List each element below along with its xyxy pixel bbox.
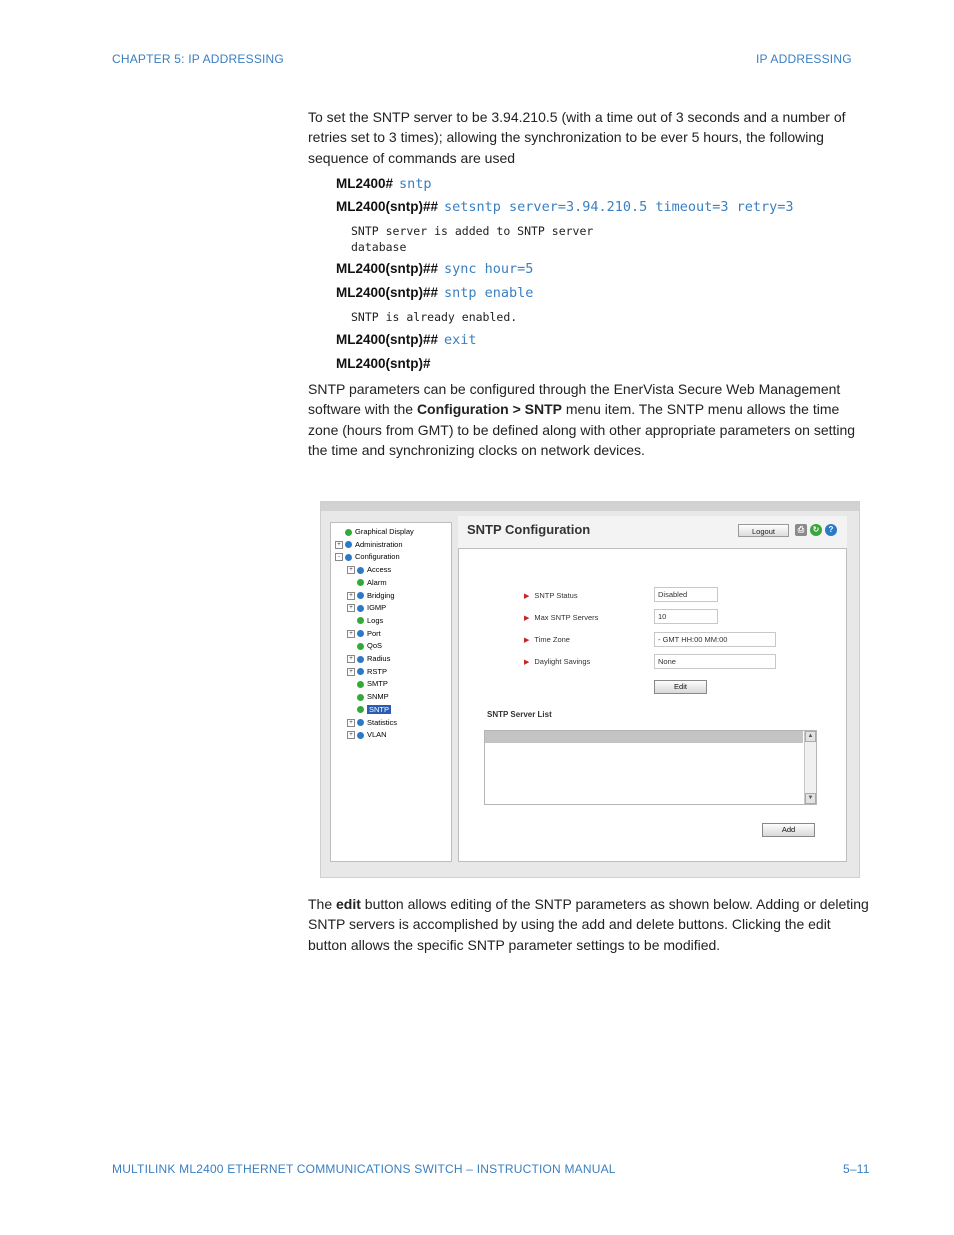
tree-item-label: Bridging — [367, 590, 395, 600]
screenshot-top-bar — [321, 502, 859, 511]
field-label-max-servers: ▶ Max SNTP Servers — [524, 613, 599, 622]
command-output: SNTP is already enabled. — [351, 310, 518, 324]
field-label-sntp-status: ▶ SNTP Status — [524, 591, 578, 600]
time-zone-value: - GMT HH:00 MM:00 — [654, 632, 776, 647]
help-icon[interactable]: ? — [825, 524, 837, 536]
node-icon — [357, 617, 364, 624]
tree-item-administration[interactable] — [335, 540, 403, 550]
logout-button[interactable]: Logout — [738, 524, 789, 537]
page-number: 5–11 — [843, 1162, 870, 1176]
tree-item-statistics[interactable] — [347, 718, 397, 728]
server-list-header — [485, 731, 803, 743]
node-icon — [357, 605, 364, 612]
node-icon — [357, 668, 364, 675]
tree-item-label: Logs — [367, 615, 384, 625]
tree-item-snmp[interactable] — [347, 692, 389, 702]
tree-item-label: QoS — [367, 641, 383, 651]
node-icon — [357, 567, 364, 574]
tree-item-label: VLAN — [367, 730, 387, 740]
command-output: SNTP server is added to SNTP server database — [351, 224, 594, 254]
expand-icon[interactable]: + — [347, 668, 355, 676]
tree-item-alarm[interactable] — [347, 578, 387, 588]
server-list[interactable] — [484, 730, 817, 805]
command-line: ML2400# sntp — [336, 176, 432, 192]
node-icon — [357, 656, 364, 663]
tree-item-label: SNTP — [369, 704, 390, 714]
tree-item-igmp[interactable] — [347, 603, 386, 613]
arrow-icon: ▶ — [524, 659, 530, 666]
node-icon — [357, 579, 364, 586]
expand-icon[interactable]: + — [347, 655, 355, 663]
tree-item-bridging[interactable] — [347, 591, 395, 601]
field-label-daylight-savings: ▶ Daylight Savings — [524, 657, 591, 666]
sntp-status-value: Disabled — [654, 587, 718, 602]
node-icon — [357, 732, 364, 739]
expand-icon[interactable]: + — [347, 604, 355, 612]
edit-paragraph: The edit button allows editing of the SNTP parameters as shown below. Adding or deleting SNTP servers is accomplished by using the add and delete buttons. Clicking the edit button allows the specific SNTP parameter settings to be modified. — [308, 896, 869, 953]
scroll-down-icon[interactable]: ▼ — [805, 793, 816, 804]
node-icon — [345, 541, 352, 548]
tree-item-label: Configuration — [355, 552, 400, 562]
tree-item-access[interactable] — [347, 565, 391, 575]
tree-item-sntp[interactable] — [347, 705, 391, 715]
server-list-title: SNTP Server List — [487, 710, 552, 719]
max-servers-value: 10 — [654, 609, 718, 624]
tree-item-label: SNMP — [367, 692, 389, 702]
collapse-icon[interactable]: - — [335, 553, 343, 561]
field-label-time-zone: ▶ Time Zone — [524, 635, 570, 644]
command-line: ML2400(sntp)# — [336, 356, 431, 371]
node-icon — [357, 630, 364, 637]
command-line: ML2400(sntp)## sntp enable — [336, 285, 534, 301]
tree-item-label: RSTP — [367, 666, 388, 676]
tree-item-label: Graphical Display — [355, 527, 414, 536]
tree-item-graphical-display[interactable] — [335, 527, 414, 537]
intro-paragraph: To set the SNTP server to be 3.94.210.5 (with a time out of 3 seconds and a number of retries set to 3 times); allowing the synchronization to be ever 5 hours, the following sequence of commands are used — [308, 109, 846, 166]
expand-icon[interactable]: + — [347, 630, 355, 638]
tree-item-label: Alarm — [367, 577, 387, 587]
tree-item-smtp[interactable] — [347, 679, 388, 689]
edit-button[interactable]: Edit — [654, 680, 707, 694]
node-icon — [357, 592, 364, 599]
refresh-icon[interactable]: ↻ — [810, 524, 822, 536]
node-icon — [357, 706, 364, 713]
tree-item-rstp[interactable] — [347, 667, 387, 677]
tree-item-label: SMTP — [367, 679, 388, 689]
tree-item-qos[interactable] — [347, 641, 382, 651]
expand-icon[interactable]: + — [347, 731, 355, 739]
node-icon — [357, 681, 364, 688]
command-line: ML2400(sntp)## sync hour=5 — [336, 261, 534, 277]
node-icon — [357, 643, 364, 650]
command-line: ML2400(sntp)## setsntp server=3.94.210.5 timeout=3 retry=3 — [336, 199, 794, 215]
printer-icon[interactable]: ⎙ — [795, 524, 807, 536]
tree-item-logs[interactable] — [347, 616, 383, 626]
page-title: SNTP Configuration — [467, 522, 591, 537]
tree-item-port[interactable] — [347, 629, 381, 639]
expand-icon[interactable]: + — [347, 592, 355, 600]
config-paragraph: SNTP parameters can be configured through the EnerVista Secure Web Management software with the Configuration > SNTP menu item. The SNTP menu allows the time zone (hours from GMT) to be defined along with other appropriate parameters on setting the time and synchronizing clocks on network devices. — [308, 381, 856, 458]
command-line: ML2400(sntp)## exit — [336, 332, 477, 348]
tree-item-label: Radius — [367, 654, 391, 663]
running-footer-left: MULTILINK ML2400 ETHERNET COMMUNICATIONS SWITCH – INSTRUCTION MANUAL — [112, 1162, 616, 1176]
arrow-icon: ▶ — [524, 615, 530, 622]
tree-item-radius[interactable] — [347, 654, 390, 664]
node-icon — [345, 529, 352, 536]
tree-item-label: Port — [367, 628, 381, 638]
running-header-left: CHAPTER 5: IP ADDRESSING — [112, 52, 284, 66]
arrow-icon: ▶ — [524, 593, 530, 600]
sntp-config-screenshot — [320, 501, 860, 878]
tree-item-configuration[interactable] — [335, 552, 400, 562]
add-button[interactable]: Add — [762, 823, 815, 837]
tree-item-label: IGMP — [367, 603, 387, 613]
tree-item-label: Access — [367, 565, 392, 575]
config-panel — [458, 548, 847, 862]
tree-item-label: Statistics — [367, 717, 398, 727]
arrow-icon: ▶ — [524, 637, 530, 644]
scroll-up-icon[interactable]: ▲ — [805, 731, 816, 742]
expand-icon[interactable]: + — [335, 541, 343, 549]
node-icon — [357, 719, 364, 726]
node-icon — [345, 554, 352, 561]
expand-icon[interactable]: + — [347, 566, 355, 574]
navigation-tree — [330, 522, 452, 862]
expand-icon[interactable]: + — [347, 719, 355, 727]
tree-item-vlan[interactable] — [347, 730, 387, 740]
daylight-savings-value: None — [654, 654, 776, 669]
running-header-right: IP ADDRESSING — [756, 52, 852, 66]
scrollbar[interactable] — [804, 731, 816, 804]
tree-item-label: Administration — [355, 539, 403, 549]
node-icon — [357, 694, 364, 701]
